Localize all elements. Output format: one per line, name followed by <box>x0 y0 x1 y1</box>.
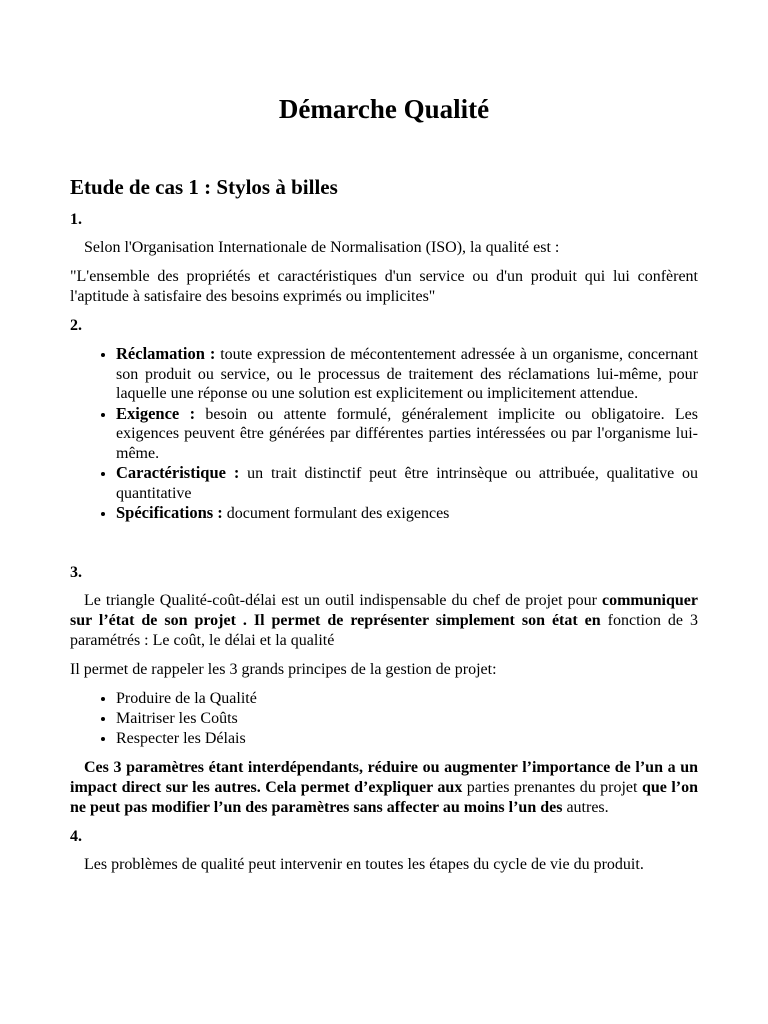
definition-text: toute expression de mécontentement adressée à un organisme, concernant son produit ou service, ou le processus de traitement des réclamations lui-même, pour laquelle une réponse ou une solution est explicitement ou implicitement attendue. <box>116 346 698 402</box>
definition-text: un trait distinctif peut être intrinsèque ou attribuée, qualitative ou quantitative <box>116 465 698 502</box>
definition-item <box>116 344 698 404</box>
question-1-intro: Selon l'Organisation Internationale de Normalisation (ISO), la qualité est : <box>84 239 560 256</box>
definition-item <box>116 503 698 524</box>
paragraph-text: parties prenantes du projet <box>462 778 642 796</box>
principle-item: • Maitriser les Coûts <box>116 709 698 729</box>
question-3-number: 3. <box>70 563 82 581</box>
paragraph-text: Le triangle Qualité-coût-délai est un outil indispensable du chef de projet pour <box>84 591 602 609</box>
principle-item: • Respecter les Délais <box>116 729 698 749</box>
document-body <box>70 174 698 884</box>
page-title: Démarche Qualité <box>278 94 490 124</box>
definition-term: Spécifications : <box>116 503 223 522</box>
question-3-paragraph-1 <box>70 591 698 651</box>
paragraph-text: autres. <box>562 798 609 816</box>
definition-item <box>116 404 698 464</box>
paragraph-bold-text: communiquer sur l’état de son projet . Il permet de représenter simplement son état en <box>70 591 698 629</box>
question-3-paragraph-3 <box>70 758 698 818</box>
question-4-number: 4. <box>70 827 82 845</box>
definition-text: besoin ou attente formulé, généralement implicite ou obligatoire. Les exigences peuvent être générées par différentes parties intéressées ou par l'organisme lui-même. <box>116 405 698 462</box>
principles-list <box>70 689 698 749</box>
question-2-number: 2. <box>70 317 82 334</box>
question-3-paragraph-2: Il permet de rappeler les 3 grands principes de la gestion de projet: <box>70 660 497 678</box>
paragraph-text: fonction de 3 paramétrés : Le coût, le délai et la qualité <box>70 611 699 649</box>
case-study-title: Etude de cas 1 : Stylos à billes <box>70 175 338 199</box>
question-1-quote: "L'ensemble des propriétés et caractéristiques d'un service ou d'un produit qui lui confèrent l'aptitude à satisfaire des besoins exprimés ou implicites" <box>70 268 698 305</box>
definition-item <box>116 463 698 503</box>
definition-text: document formulant des exigences <box>222 505 450 522</box>
paragraph-bold-text: que l’on ne peut pas modifier l’un des paramètres sans affecter au moins l’un des <box>70 778 698 816</box>
definition-term: Caractéristique : <box>116 463 240 482</box>
section-spacer <box>70 533 698 563</box>
definition-term: Réclamation : <box>116 344 216 363</box>
definitions-list <box>70 344 698 524</box>
question-1-number: 1. <box>70 211 82 228</box>
principle-item: • Produire de la Qualité <box>116 689 698 709</box>
definition-term: Exigence : <box>116 403 196 423</box>
paragraph-bold-text: Ces 3 paramètres étant interdépendants, réduire ou augmenter l’importance de l’un a un impact direct sur les autres. Cela permet d’expliquer aux <box>70 758 698 796</box>
question-4-text: Les problèmes de qualité peut intervenir en toutes les étapes du cycle de vie du produit. <box>84 855 644 873</box>
